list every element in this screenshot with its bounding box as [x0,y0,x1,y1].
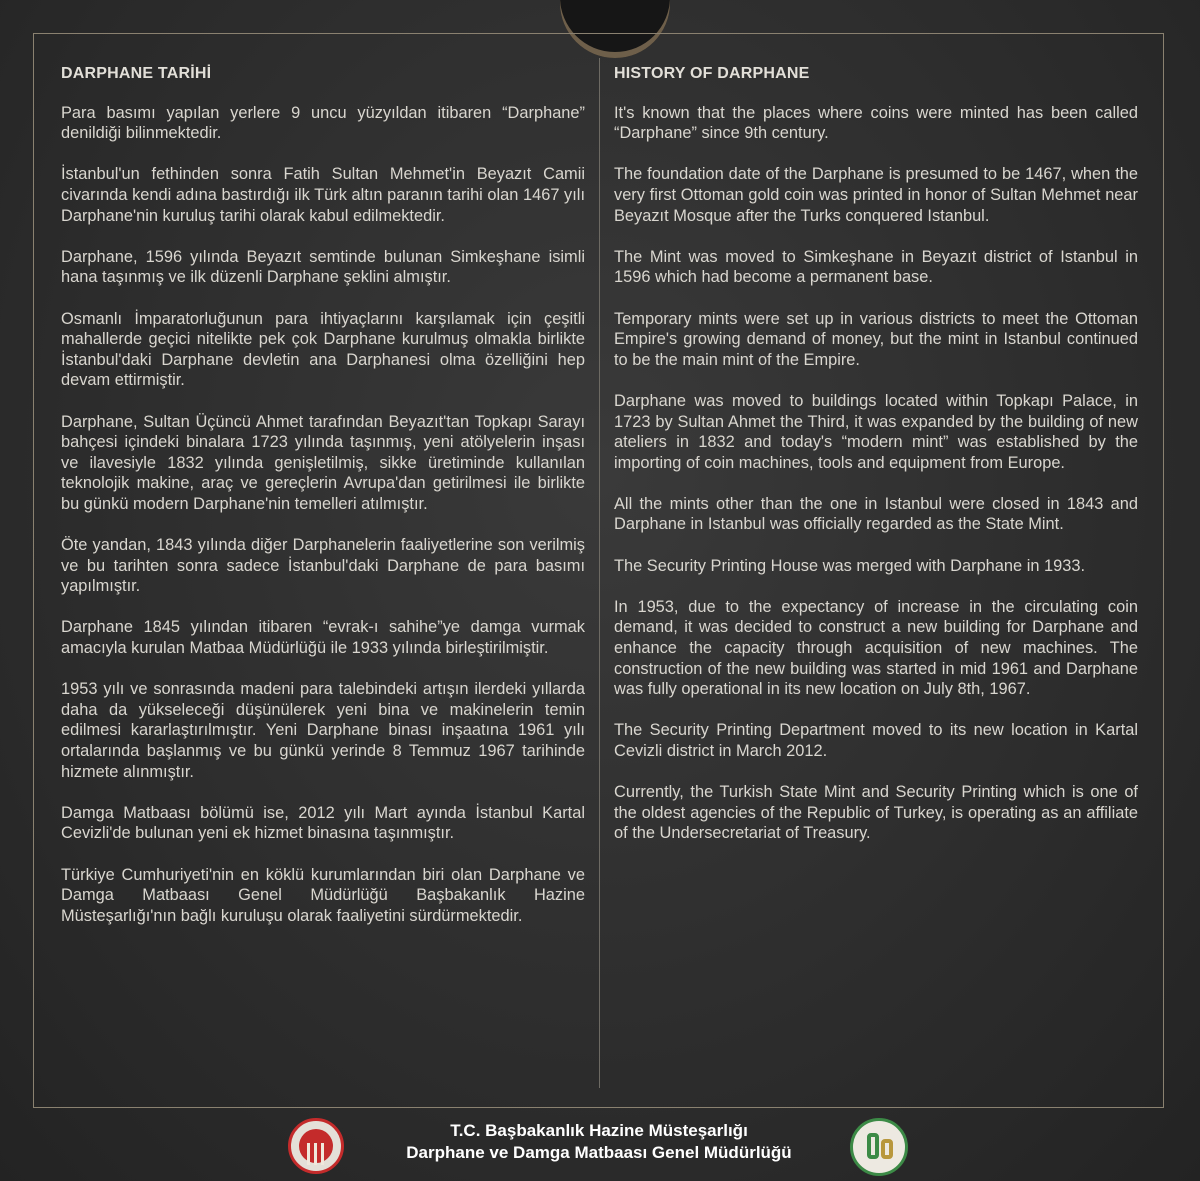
org-line-2: Darphane ve Damga Matbaası Genel Müdürlüğü [406,1143,792,1162]
column-divider [599,58,600,1088]
english-paragraph: The foundation date of the Darphane is presumed to be 1467, when the very first Ottoman gold coin was printed in honor of Sultan Mehmet near Beyazıt Mosque after the Turks conquered Istanbul. [614,165,1138,225]
treasury-seal-icon [288,1118,344,1174]
english-paragraph: The Security Printing Department moved to its new location in Kartal Cevizli district in March 2012. [614,721,1138,760]
turkish-paragraph: Darphane, Sultan Üçüncü Ahmet tarafından Beyazıt'tan Topkapı Sarayı bahçesi içindeki binalara 1723 yılında taşınmış, yeni atölyelerin inşası ve ilavesiyle 1832 yılında genişletilmiş, sikke üretiminde kullanılan teknolojik makine, araç ve gereçlerin Avrupa'dan getirilmesi ile birlikte bu günkü modern Darphane'nin temelleri atılmıştır. [61,412,585,513]
turkish-paragraph: Darphane, 1596 yılında Beyazıt semtinde bulunan Simkeşhane isimli hana taşınmış ve ilk düzenli Darphane şeklini almıştır. [61,247,585,287]
footer [0,1108,1200,1181]
english-paragraph: All the mints other than the one in Istanbul were closed in 1843 and Darphane in Istanbul was officially regarded as the State Mint. [614,494,1138,534]
turkish-paragraph: 1953 yılı ve sonrasında madeni para talebindeki artışın ilerdeki yıllarda daha da yükseleceği düşünülerek yeni bina ve makinelerin temin edilmesi kararlaştırılmıştır. Yeni Darphane binası inşaatına 1961 yılı ortalarında başlanmış ve bu günkü yerinde 8 Temmuz 1967 tarihinde hizmete alınmıştır. [61,680,585,781]
english-column [614,64,1138,865]
english-paragraph: Darphane was moved to buildings located within Topkapı Palace, in 1723 by Sultan Ahmet the Third, it was expanded by the building of new ateliers in 1832 and today's “modern mint” was established by the importing of coin machines, tools and equipment from Europe. [614,391,1138,472]
turkish-paragraph: Öte yandan, 1843 yılında diğer Darphanelerin faaliyetlerine son verilmiş ve bu tarihten sonra sadece İstanbul'daki Darphane de para basımı yapılmıştır. [61,536,585,596]
turkish-paragraph: Para basımı yapılan yerlere 9 uncu yüzyıldan itibaren “Darphane” denildiği bilinmektedir. [61,103,585,143]
organization-name [354,1120,844,1164]
turkish-paragraph: İstanbul'un fethinden sonra Fatih Sultan Mehmet'in Beyazıt Camii civarında kendi adına bastırdığı ilk Türk altın paranın tarihi olan 1467 yılı Darphane'nin kuruluş tarihi olarak kabul edilmektedir. [61,165,585,225]
turkish-paragraph: Damga Matbaası bölümü ise, 2012 yılı Mart ayında İstanbul Kartal Cevizli'de bulunan yeni ek hizmet binasına taşınmıştır. [61,803,585,843]
english-heading: HISTORY OF DARPHANE [614,65,810,82]
english-paragraph: Temporary mints were set up in various districts to meet the Ottoman Empire's growing demand of money, but the mint in Istanbul continued to be the main mint of the Empire. [614,309,1138,369]
org-line-1: T.C. Başbakanlık Hazine Müsteşarlığı [450,1121,748,1140]
turkish-paragraph: Türkiye Cumhuriyeti'nin en köklü kurumlarından biri olan Darphane ve Damga Matbaası Genel Müdürlüğü Başbakanlık Hazine Müsteşarlığı'nın bağlı kuruluşu olarak faaliyetini sürdürmektedir. [61,865,585,925]
english-paragraph: The Mint was moved to Simkeşhane in Beyazıt district of Istanbul in 1596 which had become a permanent base. [614,247,1138,287]
turkish-column [61,64,585,947]
english-paragraph: It's known that the places where coins were minted has been called “Darphane” since 9th century. [614,103,1138,143]
turkish-paragraph: Darphane 1845 yılından itibaren “evrak-ı sahihe”ye damga vurmak amacıyla kurulan Matbaa Müdürlüğü ile 1933 yılında birleştirilmiştir. [61,618,585,658]
english-paragraph: The Security Printing House was merged with Darphane in 1933. [614,556,1086,575]
english-paragraph: Currently, the Turkish State Mint and Security Printing which is one of the oldest agencies of the Republic of Turkey, is operating as an affiliate of the Undersecretariat of Treasury. [614,783,1138,843]
turkish-heading: DARPHANE TARİHİ [61,65,212,82]
turkish-paragraph: Osmanlı İmparatorluğunun para ihtiyaçlarını karşılamak için çeşitli mahallerde geçici nitelikte pek çok Darphane kurulmuş olmakla birlikte İstanbul'daki Darphane devletin ana Darphanesi olma özelliğini hep devam ettirmiştir. [61,309,585,390]
english-paragraph: In 1953, due to the expectancy of increase in the circulating coin demand, it was decided to construct a new building for Darphane and enhance the capacity through acquisition of new machines. The construction of the new building was started in mid 1961 and Darphane was fully operational in its new location on July 8th, 1967. [614,597,1138,699]
mint-seal-icon [850,1118,908,1176]
